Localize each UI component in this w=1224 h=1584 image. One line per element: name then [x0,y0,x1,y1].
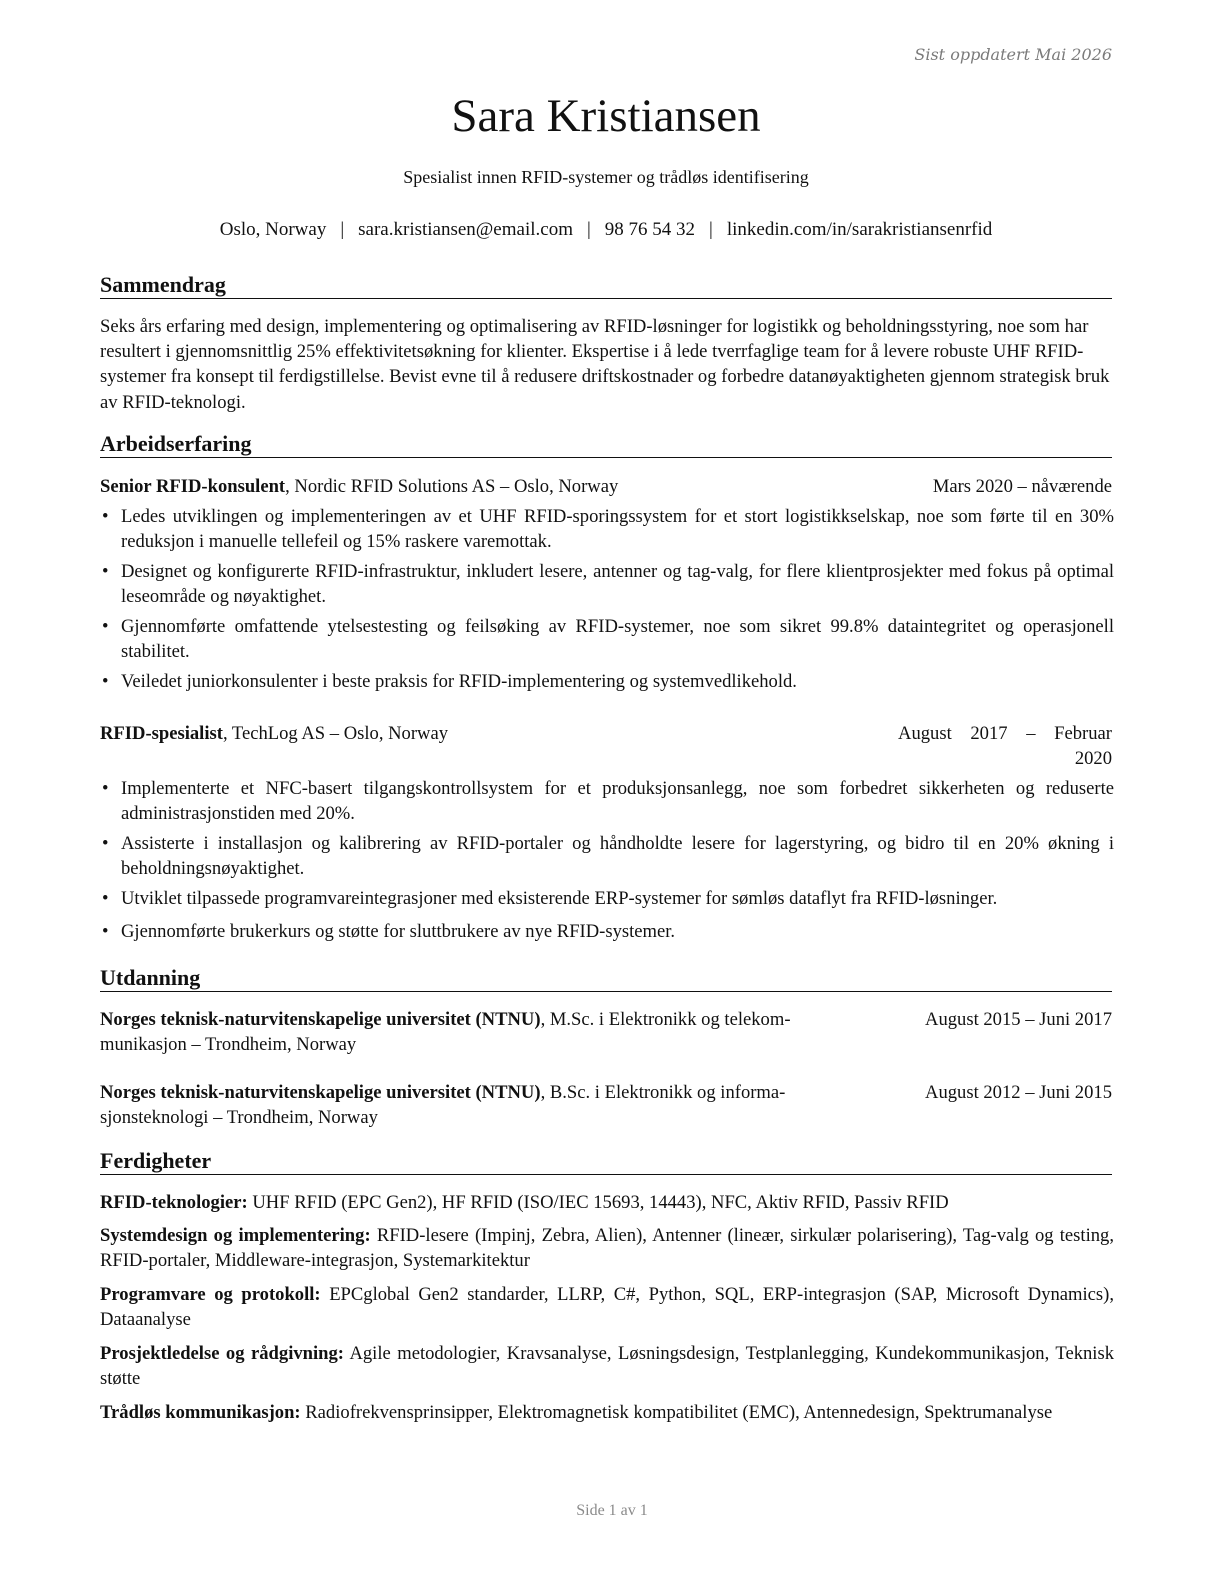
contact-separator: | [709,219,713,240]
skill-label: RFID-teknologier: [100,1192,248,1213]
job-header [100,721,1112,769]
education-detail: , M.Sc. i Elektronikk og telekom- [540,1009,791,1030]
list-item [100,919,1114,944]
bullet-icon: • [102,833,109,854]
education-dates: August 2012 – Juni 2015 [925,1082,1112,1103]
job-bullets [100,504,1114,699]
section-title-skills: Ferdigheter [100,1148,1112,1175]
education-detail: , B.Sc. i Elektronikk og informa- [540,1082,786,1103]
skill-text: RFID-lesere (Impinj, Zebra, Alien), Antenner (lineær, sirkulær polarisering), Tag-valg og testing, RFID-portaler, Middleware-integrasjon, Systemarkitektur [100,1225,1114,1271]
bullet-text: Ledes utviklingen og implementeringen av et UHF RFID-sporingssystem for et stort logistikkselskap, noe som førte til en 30% reduksjon i manuelle tellefeil og 15% raskere varemottak. [121,506,1114,552]
page-number: Side 1 av 1 [576,1502,648,1519]
list-item [100,669,1114,694]
skill-item [100,1282,1114,1332]
skill-item [100,1341,1114,1391]
list-item [100,831,1114,881]
bullet-text: Gjennomførte brukerkurs og støtte for sluttbrukere av nye RFID-systemer. [121,921,676,942]
job-role: Senior RFID-konsulent [100,476,286,497]
contact-email[interactable]: sara.kristiansen@email.com [358,219,573,240]
job-dates: Mars 2020 – nåværende [932,476,1112,497]
skill-label: Prosjektledelse og rådgivning: [100,1343,344,1364]
last-updated-text: Sist oppdatert Mai 2026 [914,45,1112,64]
education-detail: munikasjon – Trondheim, Norway [100,1034,357,1055]
job-role: RFID-spesialist [100,723,223,744]
education-school: Norges teknisk-naturvitenskapelige universitet (NTNU) [100,1009,541,1030]
candidate-subtitle: Spesialist innen RFID-systemer og trådløs identifisering [403,167,809,187]
skill-item [100,1190,1114,1215]
contact-linkedin[interactable]: linkedin.com/in/sarakristiansenrfid [726,219,993,240]
education-school: Norges teknisk-naturvitenskapelige universitet (NTNU) [100,1082,541,1103]
education-item [100,1007,1112,1057]
list-item [100,559,1114,609]
skill-label: Systemdesign og implementering: [100,1225,371,1246]
summary-text: Seks års erfaring med design, implementering og optimalisering av RFID-løsninger for logistikk og beholdningsstyring, noe som har resultert i gjennomsnittlig 25% effektivitetsøkning for klienter. Ekspertise i å lede tverrfaglige team for å levere robuste UHF RFID-systemer fra konsept til ferdigstillelse. Bevist evne til å redusere driftskostnader og forbedre datanøyaktigheten gjennom strategisk bruk av RFID-teknologi. [100,316,1110,413]
bullet-icon: • [102,671,109,692]
skill-item [100,1400,1114,1425]
bullet-text: Veiledet juniorkonsulenter i beste praksis for RFID-implementering og systemvedlikehold. [121,671,797,692]
bullet-icon: • [102,561,109,582]
bullet-text: Assisterte i installasjon og kalibrering av RFID-portaler og håndholdte lesere for lagerstyring, og bidro til en 20% økning i beholdningsnøyaktighet. [121,833,1114,879]
skill-label: Trådløs kommunikasjon: [100,1402,301,1423]
job-dates [898,721,1112,771]
contact-line [100,219,1112,241]
education-dates: August 2015 – Juni 2017 [925,1009,1112,1030]
bullet-icon: • [102,888,109,909]
bullet-text: Utviklet tilpassede programvareintegrasjoner med eksisterende ERP-systemer for sømløs dataflyt fra RFID-løsninger. [121,888,998,909]
skill-text: Agile metodologier, Kravsanalyse, Løsningsdesign, Testplanlegging, Kundekommunikasjon, Teknisk støtte [100,1343,1114,1389]
bullet-text: Designet og konfigurerte RFID-infrastruktur, inkludert lesere, antenner og tag-valg, for flere klientprosjekter med fokus på optimal leseområde og nøyaktighet. [121,561,1114,607]
skill-item [100,1223,1114,1273]
bullet-text: Implementerte et NFC-basert tilgangskontrollsystem for et produksjonsanlegg, noe som forbedret sikkerheten og reduserte administrasjonstiden med 20%. [121,778,1114,824]
list-item [100,614,1114,664]
bullet-icon: • [102,778,109,799]
job-dates-line: 2020 [1074,748,1112,769]
contact-separator: | [586,219,591,240]
skill-text: EPCglobal Gen2 standarder, LLRP, C#, Python, SQL, ERP-integrasjon (SAP, Microsoft Dynamics), Dataanalyse [100,1284,1114,1330]
education-detail: sjonsteknologi – Trondheim, Norway [100,1107,378,1128]
bullet-text: Gjennomførte omfattende ytelsestesting og feilsøking av RFID-systemer, noe som sikret 99.8% dataintegritet og operasjonell stabilitet. [121,616,1114,662]
list-item [100,886,1114,911]
education-item [100,1080,1112,1130]
candidate-name: Sara Kristiansen [451,90,761,142]
job-bullets [100,776,1114,949]
bullet-icon: • [102,921,109,942]
list-item [100,504,1114,554]
skill-label: Programvare og protokoll: [100,1284,321,1305]
contact-separator: | [340,219,345,240]
bullet-icon: • [102,616,109,637]
contact-phone: 98 76 54 32 [604,219,696,240]
bullet-icon: • [102,506,109,527]
contact-location: Oslo, Norway [219,219,327,240]
section-title-experience: Arbeidserfaring [100,431,1112,458]
section-title-summary: Sammendrag [100,272,1112,299]
skill-text: Radiofrekvensprinsipper, Elektromagnetisk kompatibilitet (EMC), Antennedesign, Spektrumanalyse [300,1402,1053,1423]
job-company: , TechLog AS – Oslo, Norway [222,723,449,744]
job-company: , Nordic RFID Solutions AS – Oslo, Norway [285,476,619,497]
skill-text: UHF RFID (EPC Gen2), HF RFID (ISO/IEC 15693, 14443), NFC, Aktiv RFID, Passiv RFID [247,1192,949,1213]
list-item [100,776,1114,826]
job-header [100,474,1112,499]
section-title-education: Utdanning [100,965,1112,992]
job-dates-line: August 2017 – Februar [898,723,1112,744]
